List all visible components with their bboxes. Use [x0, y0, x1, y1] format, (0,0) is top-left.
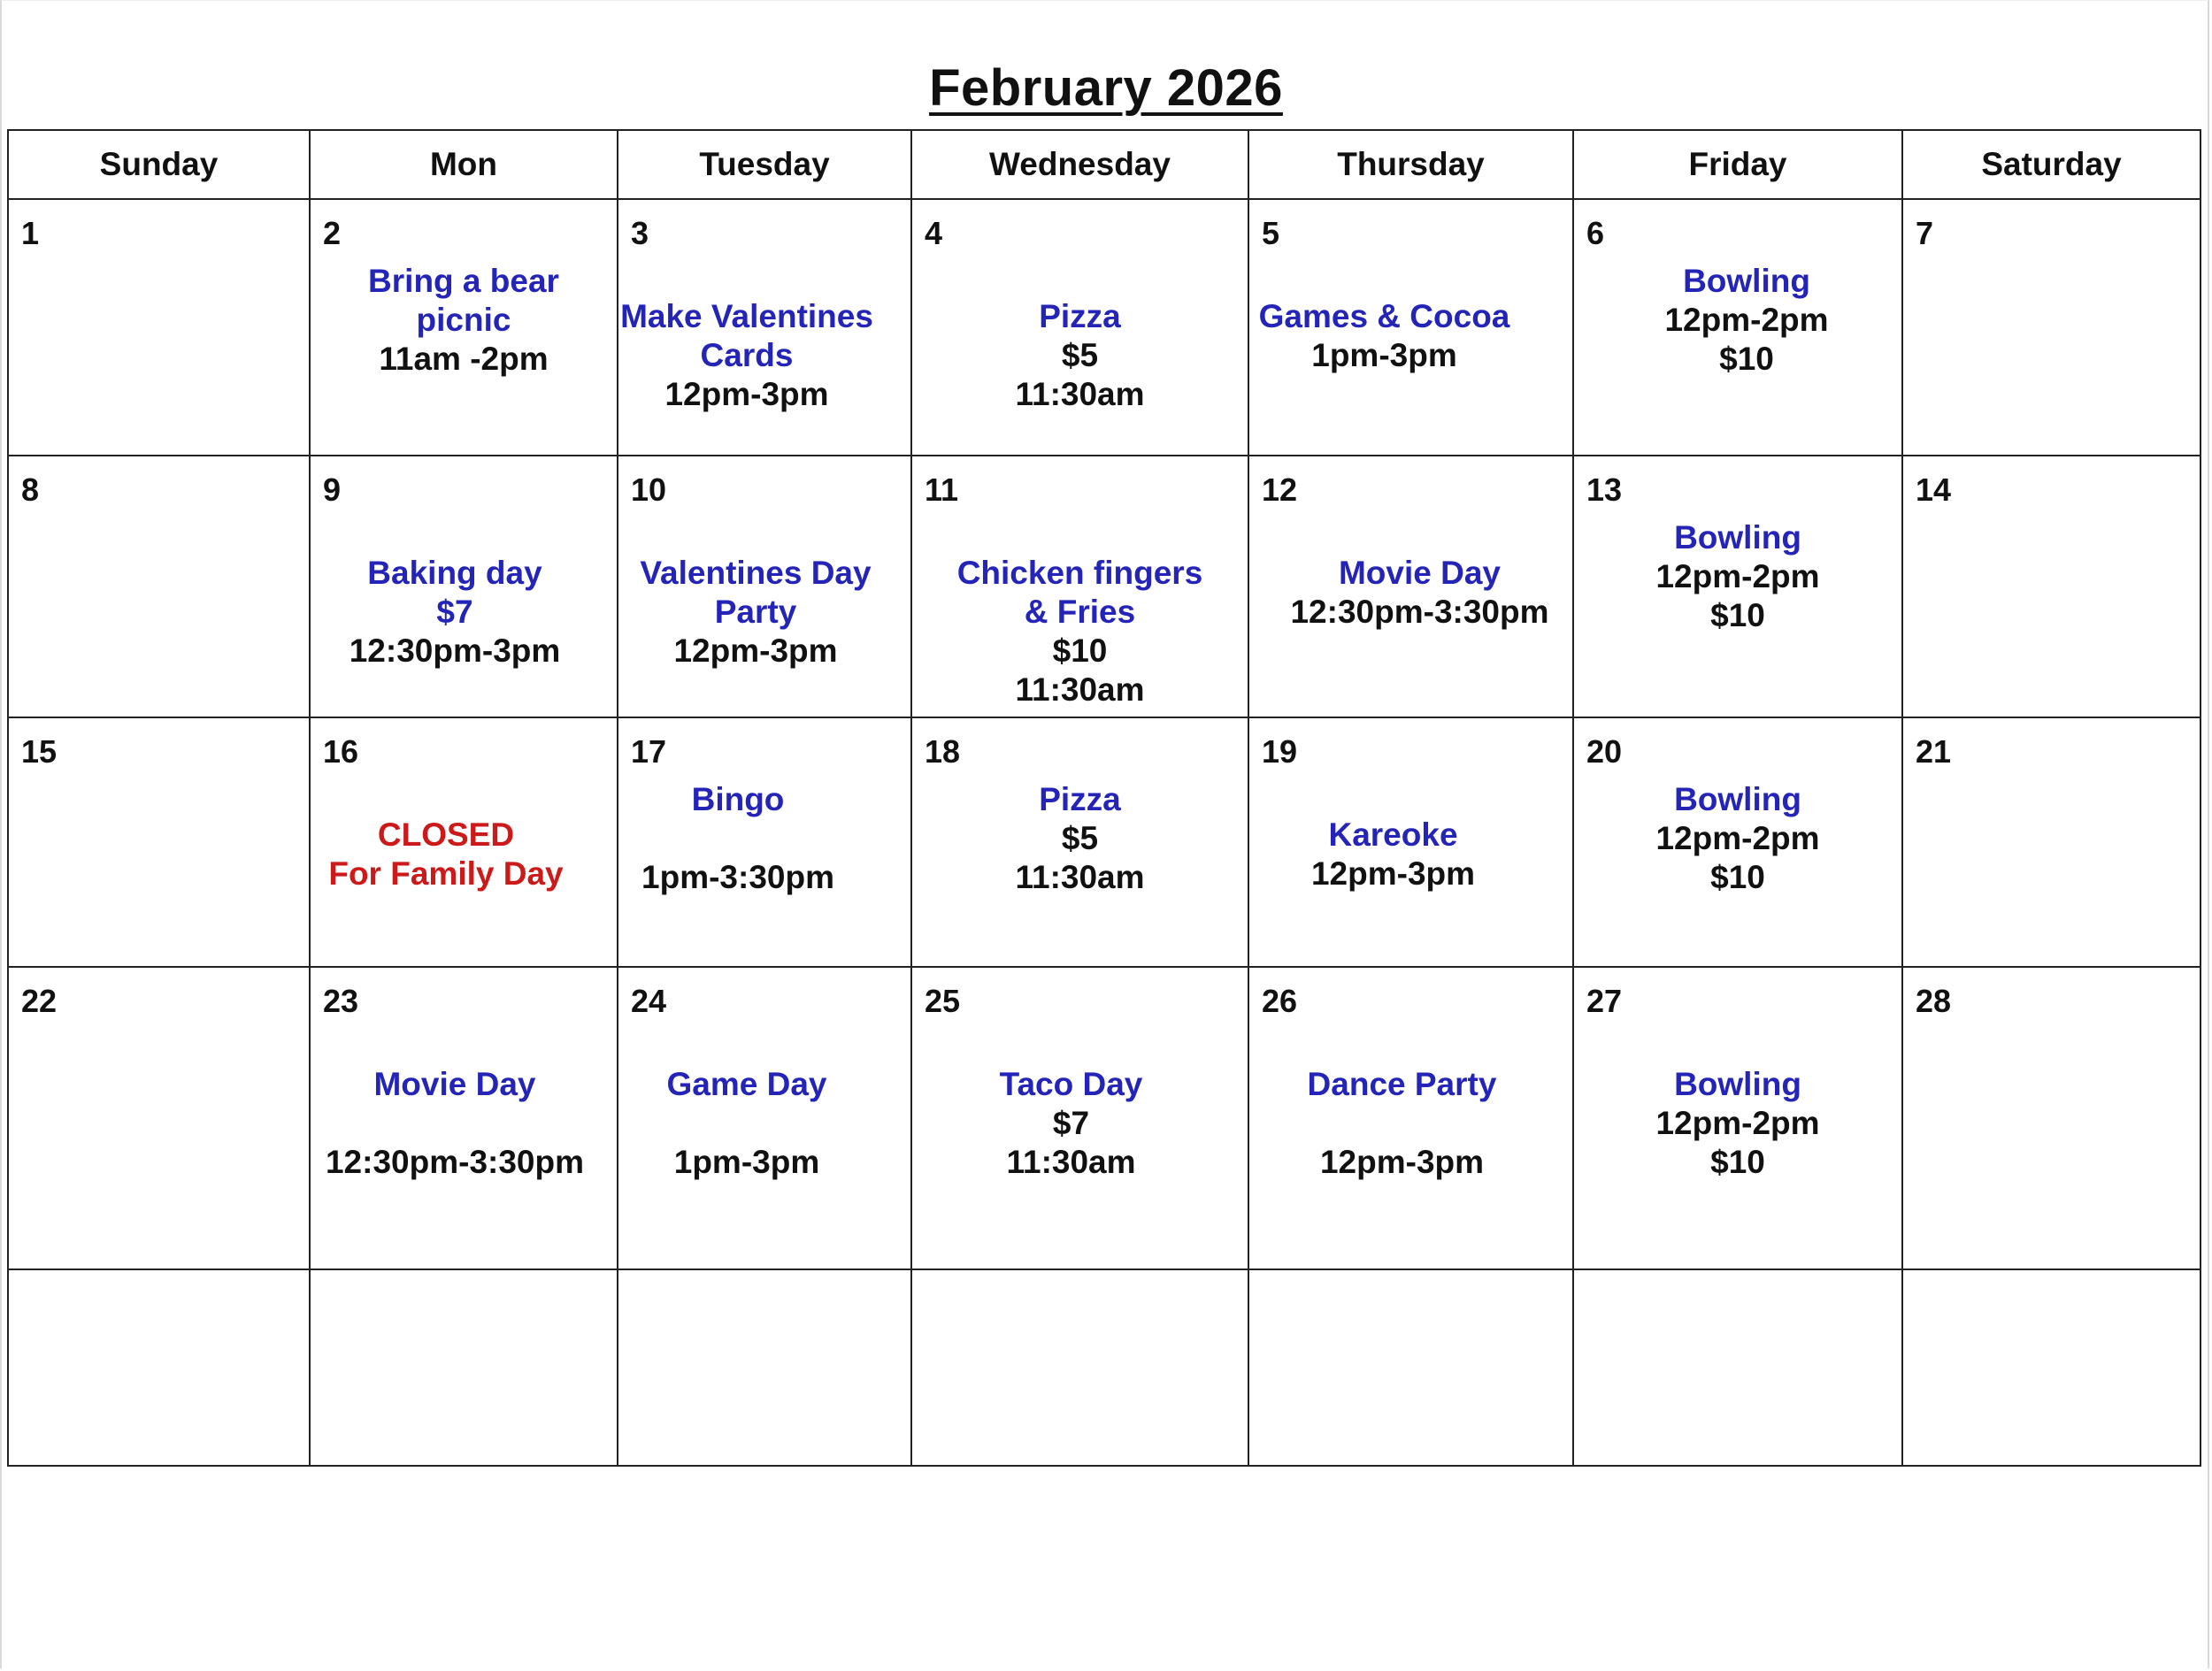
event-title: Dance Party	[1307, 1066, 1497, 1102]
day-number: 3	[631, 215, 649, 251]
day-cell-tuesday	[618, 967, 911, 1269]
event-title: Chicken fingers	[956, 555, 1203, 591]
day-number: 2	[323, 215, 342, 251]
event-title: Game Day	[666, 1066, 827, 1102]
event-title: Bowling	[1674, 781, 1801, 817]
day-number: 21	[1916, 733, 1952, 770]
event-block	[1232, 816, 1555, 893]
event-title: Bowling	[1683, 263, 1810, 299]
event-title: Valentines Day	[640, 555, 872, 591]
day-number: 28	[1916, 983, 1952, 1019]
day-number: 7	[1916, 215, 1934, 251]
event-block	[311, 262, 617, 379]
day-number: 10	[631, 471, 667, 508]
event-detail: $10	[1710, 597, 1765, 633]
event-detail: $7	[1052, 1105, 1090, 1141]
event-detail: $10	[1719, 341, 1774, 377]
event-block	[903, 1065, 1239, 1182]
day-cell-wednesday	[911, 456, 1248, 717]
event-title: Movie Day	[373, 1066, 536, 1102]
event-detail: 12pm-2pm	[1664, 302, 1829, 338]
day-cell-friday	[1573, 1269, 1902, 1466]
day-cell-tuesday	[618, 717, 911, 967]
day-cell-tuesday	[618, 1269, 911, 1466]
day-cell-friday	[1573, 199, 1902, 456]
event-detail: 12pm-3pm	[1319, 1144, 1485, 1180]
event-detail: 11:30am	[1015, 671, 1145, 708]
day-cell-wednesday	[911, 717, 1248, 967]
day-cell-wednesday	[911, 967, 1248, 1269]
day-number: 1	[21, 215, 40, 251]
event-detail: 12pm-2pm	[1655, 820, 1820, 856]
day-number: 13	[1586, 471, 1623, 508]
day-cell-monday	[310, 717, 618, 967]
event-title: picnic	[416, 302, 511, 338]
day-number: 22	[21, 983, 58, 1019]
day-cell-sunday	[8, 199, 310, 456]
event-block	[912, 554, 1248, 709]
day-cell-monday	[310, 199, 618, 456]
day-cell-monday	[310, 967, 618, 1269]
event-title: & Fries	[1024, 594, 1136, 630]
weekday-header-row	[8, 130, 2200, 199]
day-number: 5	[1262, 215, 1280, 251]
event-title: Pizza	[1039, 298, 1121, 334]
day-number: 8	[21, 471, 40, 508]
event-block	[1223, 297, 1546, 375]
event-detail	[302, 1104, 608, 1143]
day-cell-saturday	[1902, 199, 2200, 456]
day-cell-saturday	[1902, 456, 2200, 717]
event-title: Movie Day	[1338, 555, 1501, 591]
day-cell-saturday	[1902, 717, 2200, 967]
event-block	[1240, 1065, 1563, 1182]
event-detail: 11am -2pm	[379, 341, 549, 377]
event-detail	[592, 819, 884, 858]
event-block	[293, 816, 599, 893]
day-number: 11	[925, 471, 959, 508]
event-title: Taco Day	[999, 1066, 1143, 1102]
event-title: Bring a bear	[368, 263, 559, 299]
event-detail: 11:30am	[1015, 376, 1145, 412]
day-number: 20	[1586, 733, 1623, 770]
day-number: 24	[631, 983, 667, 1019]
event-detail: $5	[1061, 820, 1099, 856]
day-cell-thursday	[1248, 717, 1573, 967]
day-cell-thursday	[1248, 967, 1573, 1269]
event-detail: 1pm-3pm	[1311, 337, 1457, 373]
day-number: 26	[1262, 983, 1298, 1019]
event-detail: 12:30pm-3:30pm	[1290, 594, 1549, 630]
event-detail: 12pm-3pm	[673, 632, 838, 669]
event-detail: 12pm-2pm	[1655, 558, 1820, 594]
event-detail: 1pm-3pm	[673, 1144, 820, 1180]
day-cell-tuesday	[618, 199, 911, 456]
event-title: Pizza	[1039, 781, 1121, 817]
event-detail: $10	[1052, 632, 1108, 669]
event-title: Games & Cocoa	[1258, 298, 1510, 334]
day-number: 17	[631, 733, 667, 770]
event-block	[912, 297, 1248, 414]
weekday-header-thursday: Thursday	[1248, 130, 1573, 199]
day-cell-sunday	[8, 717, 310, 967]
closed-notice: For Family Day	[328, 855, 564, 892]
event-detail: 12pm-3pm	[1310, 855, 1476, 892]
day-cell-friday	[1573, 717, 1902, 967]
day-number: 12	[1262, 471, 1298, 508]
day-number: 25	[925, 983, 961, 1019]
event-block	[1574, 780, 1901, 897]
event-title: Bowling	[1674, 519, 1801, 556]
calendar-title: February 2026	[929, 59, 1283, 117]
event-detail: 12pm-3pm	[664, 376, 829, 412]
event-block	[302, 554, 608, 671]
day-cell-thursday	[1248, 199, 1573, 456]
event-block	[302, 1065, 608, 1182]
week-row	[8, 199, 2200, 456]
event-detail: $5	[1061, 337, 1099, 373]
event-block	[592, 780, 884, 897]
event-detail: 1pm-3:30pm	[641, 859, 834, 895]
day-number: 4	[925, 215, 943, 251]
event-detail	[601, 1104, 893, 1143]
day-number: 6	[1586, 215, 1605, 251]
event-title: Baking day	[367, 555, 542, 591]
day-cell-monday	[310, 1269, 618, 1466]
event-detail	[1240, 1104, 1563, 1143]
event-title: Bingo	[691, 781, 785, 817]
event-title: $7	[436, 594, 473, 630]
closed-notice: CLOSED	[377, 816, 515, 853]
day-cell-tuesday	[618, 456, 911, 717]
calendar-grid	[7, 129, 2201, 1467]
event-block	[1574, 518, 1901, 635]
event-title: Kareoke	[1328, 816, 1458, 853]
weekday-header-saturday: Saturday	[1902, 130, 2200, 199]
weekday-header-tuesday: Tuesday	[618, 130, 911, 199]
event-block	[601, 297, 893, 414]
day-cell-sunday	[8, 967, 310, 1269]
weekday-header-friday: Friday	[1573, 130, 1902, 199]
day-number: 18	[925, 733, 961, 770]
event-title: Bowling	[1674, 1066, 1801, 1102]
week-row	[8, 967, 2200, 1269]
weekday-header-sunday: Sunday	[8, 130, 310, 199]
day-cell-saturday	[1902, 1269, 2200, 1466]
day-cell-wednesday	[911, 1269, 1248, 1466]
day-cell-wednesday	[911, 199, 1248, 456]
week-row	[8, 1269, 2200, 1466]
day-number: 23	[323, 983, 359, 1019]
day-number: 15	[21, 733, 58, 770]
event-detail: $10	[1710, 1144, 1765, 1180]
event-title: Make Valentines	[620, 298, 873, 334]
event-detail: 12:30pm-3:30pm	[325, 1144, 584, 1180]
day-cell-thursday	[1248, 456, 1573, 717]
day-number: 27	[1586, 983, 1623, 1019]
day-cell-friday	[1573, 967, 1902, 1269]
event-block	[1583, 262, 1910, 379]
day-cell-thursday	[1248, 1269, 1573, 1466]
day-cell-sunday	[8, 456, 310, 717]
week-row	[8, 456, 2200, 717]
weekday-header-wednesday: Wednesday	[911, 130, 1248, 199]
event-title: Party	[714, 594, 797, 630]
weekday-header-monday: Mon	[310, 130, 618, 199]
event-title: Cards	[700, 337, 794, 373]
day-cell-monday	[310, 456, 618, 717]
day-number: 14	[1916, 471, 1952, 508]
event-block	[610, 554, 902, 671]
event-detail: 11:30am	[1006, 1144, 1136, 1180]
day-cell-friday	[1573, 456, 1902, 717]
day-number: 19	[1262, 733, 1298, 770]
week-row	[8, 717, 2200, 967]
day-cell-saturday	[1902, 967, 2200, 1269]
day-cell-sunday	[8, 1269, 310, 1466]
event-block	[1574, 1065, 1901, 1182]
event-block	[1258, 554, 1581, 632]
event-detail: 12pm-2pm	[1655, 1105, 1820, 1141]
event-block	[601, 1065, 893, 1182]
day-number: 16	[323, 733, 359, 770]
event-detail: 12:30pm-3pm	[349, 632, 561, 669]
event-detail: 11:30am	[1015, 859, 1145, 895]
event-block	[912, 780, 1248, 897]
day-number: 9	[323, 471, 342, 508]
event-detail: $10	[1710, 859, 1765, 895]
